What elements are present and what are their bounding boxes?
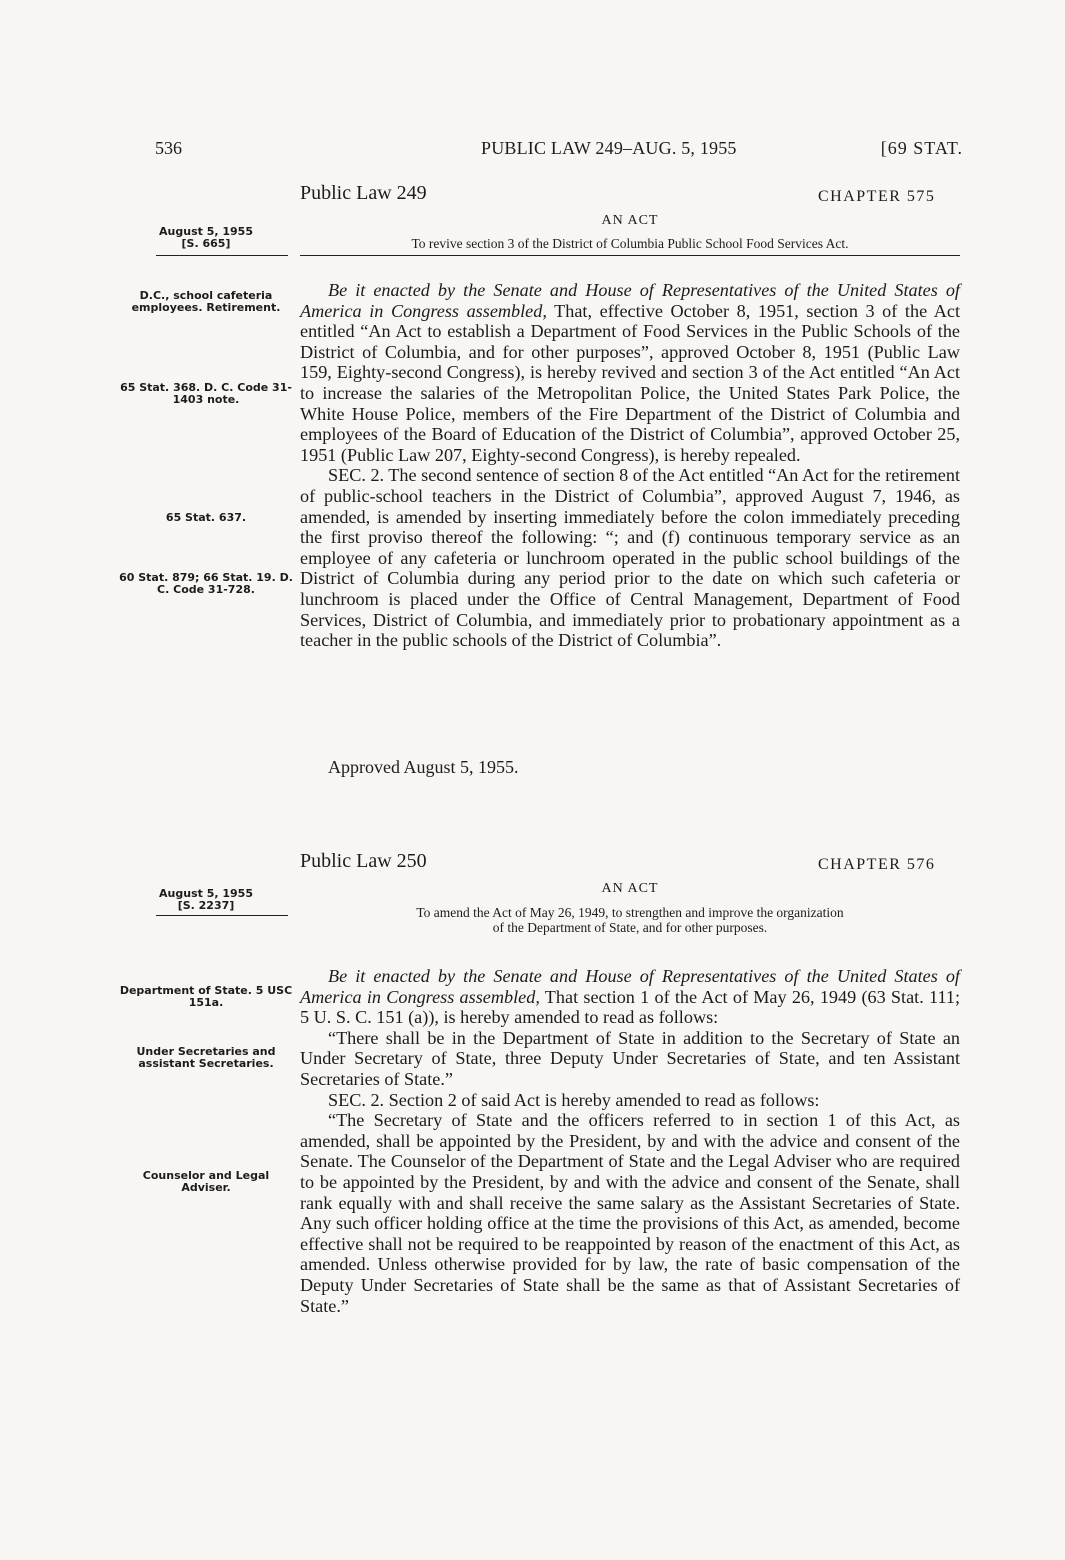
- margin-note-cafeteria: D.C., school cafeteria employees. Retirement.: [131, 289, 281, 314]
- law-250-quote-1: “There shall be in the Department of State in addition to the Secretary of State an Under Secretary of State, three Deputy Under Secretaries of State, and ten Assistant Secretaries of State.”: [300, 1027, 960, 1089]
- law-250-section-2: SEC. 2. Section 2 of said Act is hereby amended to read as follows:: [328, 1089, 820, 1110]
- margin-note-counselor: Counselor and Legal Adviser.: [142, 1169, 270, 1194]
- margin-note-department-of-state: Department of State. 5 USC 151a.: [119, 984, 293, 1009]
- law-249-section-2: SEC. 2. The second sentence of section 8 of the Act entitled “An Act for the retirement of public-school teachers in the District of Columbia”, approved August 7, 1946, as amended, is amended by inserting immediately before the colon immediately preceding the first proviso thereof the following: “; and (f) continuous temporary service as an employee of any cafeteria or lunchroom operated in the public school buildings of the District of Columbia during any period prior to the date on which such cafeteria or lunchroom is placed under the Office of Central Management, Department of Food Services, District of Columbia, and immediately prior to probationary appointment as a teacher in the public schools of the District of Columbia”.: [300, 465, 960, 651]
- page-number: 536: [155, 138, 182, 158]
- running-header: [155, 138, 963, 164]
- law-249-title: Public Law 249: [300, 182, 427, 204]
- enacting-clause: Be it enacted by the Senate and House of Representatives of the United States of America in Congress assembled,: [300, 966, 960, 1007]
- margin-note-under-secretaries: Under Secretaries and assistant Secretaries.: [136, 1045, 276, 1070]
- approval-line: Approved August 5, 1955.: [328, 757, 519, 777]
- law-250-long-title-line-1: To amend the Act of May 26, 1949, to strengthen and improve the organization: [416, 905, 844, 920]
- law-249-chapter: CHAPTER 575: [818, 188, 936, 205]
- law-249-enacting-paragraph: [300, 280, 960, 465]
- margin-note-65-stat-368: 65 Stat. 368. D. C. Code 31-1403 note.: [120, 381, 292, 406]
- law-249-body: [300, 280, 960, 651]
- law-249-margin-date: August 5, 1955: [159, 225, 253, 238]
- running-title: PUBLIC LAW 249–AUG. 5, 1955: [481, 138, 737, 158]
- law-250-long-title-line-2: of the Department of State, and for other purposes.: [492, 920, 768, 935]
- title-rule: [300, 255, 960, 256]
- law-249-an-act: AN ACT: [601, 213, 659, 228]
- law-249-margin-bill: [S. 665]: [181, 237, 231, 250]
- margin-note-65-stat-637: 65 Stat. 637.: [165, 511, 247, 524]
- law-250-title: Public Law 250: [300, 850, 427, 872]
- law-250-enacting-paragraph: [300, 966, 960, 1028]
- margin-rule: [156, 915, 288, 916]
- law-250-chapter: CHAPTER 576: [818, 856, 936, 873]
- margin-rule: [156, 255, 288, 256]
- law-250-margin-bill: [S. 2237]: [177, 899, 235, 912]
- law-250-section-1: That section 1 of the Act of May 26, 1949 (63 Stat. 111; 5 U. S. C. 151 (a)), is hereby amended to read as follows:: [300, 986, 961, 1028]
- volume-reference: [69 STAT.: [880, 138, 963, 158]
- margin-note-60-stat-879: 60 Stat. 879; 66 Stat. 19. D. C. Code 31-728.: [119, 571, 293, 596]
- law-249-long-title: To revive section 3 of the District of Columbia Public School Food Services Act.: [411, 236, 849, 251]
- law-249-section-1: That, effective October 8, 1951, section 3 of the Act entitled “An Act to establish a Department of Food Services in the Public Schools of the District of Columbia, and for other purposes”, approved October 8, 1951 (Public Law 159, Eighty-second Congress), is hereby revived and section 3 of the Act entitled “An Act to increase the salaries of the Metropolitan Police, the United States Park Police, the White House Police, members of the Fire Department of the District of Columbia and employees of the Board of Education of the District of Columbia”, approved October 25, 1951 (Public Law 207, Eighty-second Congress), is hereby repealed.: [300, 300, 960, 465]
- enacting-clause: Be it enacted by the Senate and House of Representatives of the United States of America in Congress assembled,: [300, 280, 960, 321]
- law-250-an-act: AN ACT: [601, 881, 659, 896]
- law-250-margin-date: August 5, 1955: [159, 887, 253, 900]
- law-250-quote-2: “The Secretary of State and the officers referred to in section 1 of this Act, as amended, shall be appointed by the President, by and with the advice and consent of the Senate. The Counselor of the Department of State and the Legal Adviser who are required to be appointed by the President, by and with the advice and consent of the Senate, shall rank equally with and shall receive the same salary as the Assistant Secretaries of State. Any such officer holding office at the time the provisions of this Act, as amended, become effective shall not be required to be reappointed by reason of the enactment of this Act, as amended. Unless otherwise provided for by law, the rate of basic compensation of the Deputy Under Secretaries of State shall be the same as that of Assistant Secretaries of State.”: [300, 1110, 960, 1316]
- law-250-body: [300, 966, 960, 1316]
